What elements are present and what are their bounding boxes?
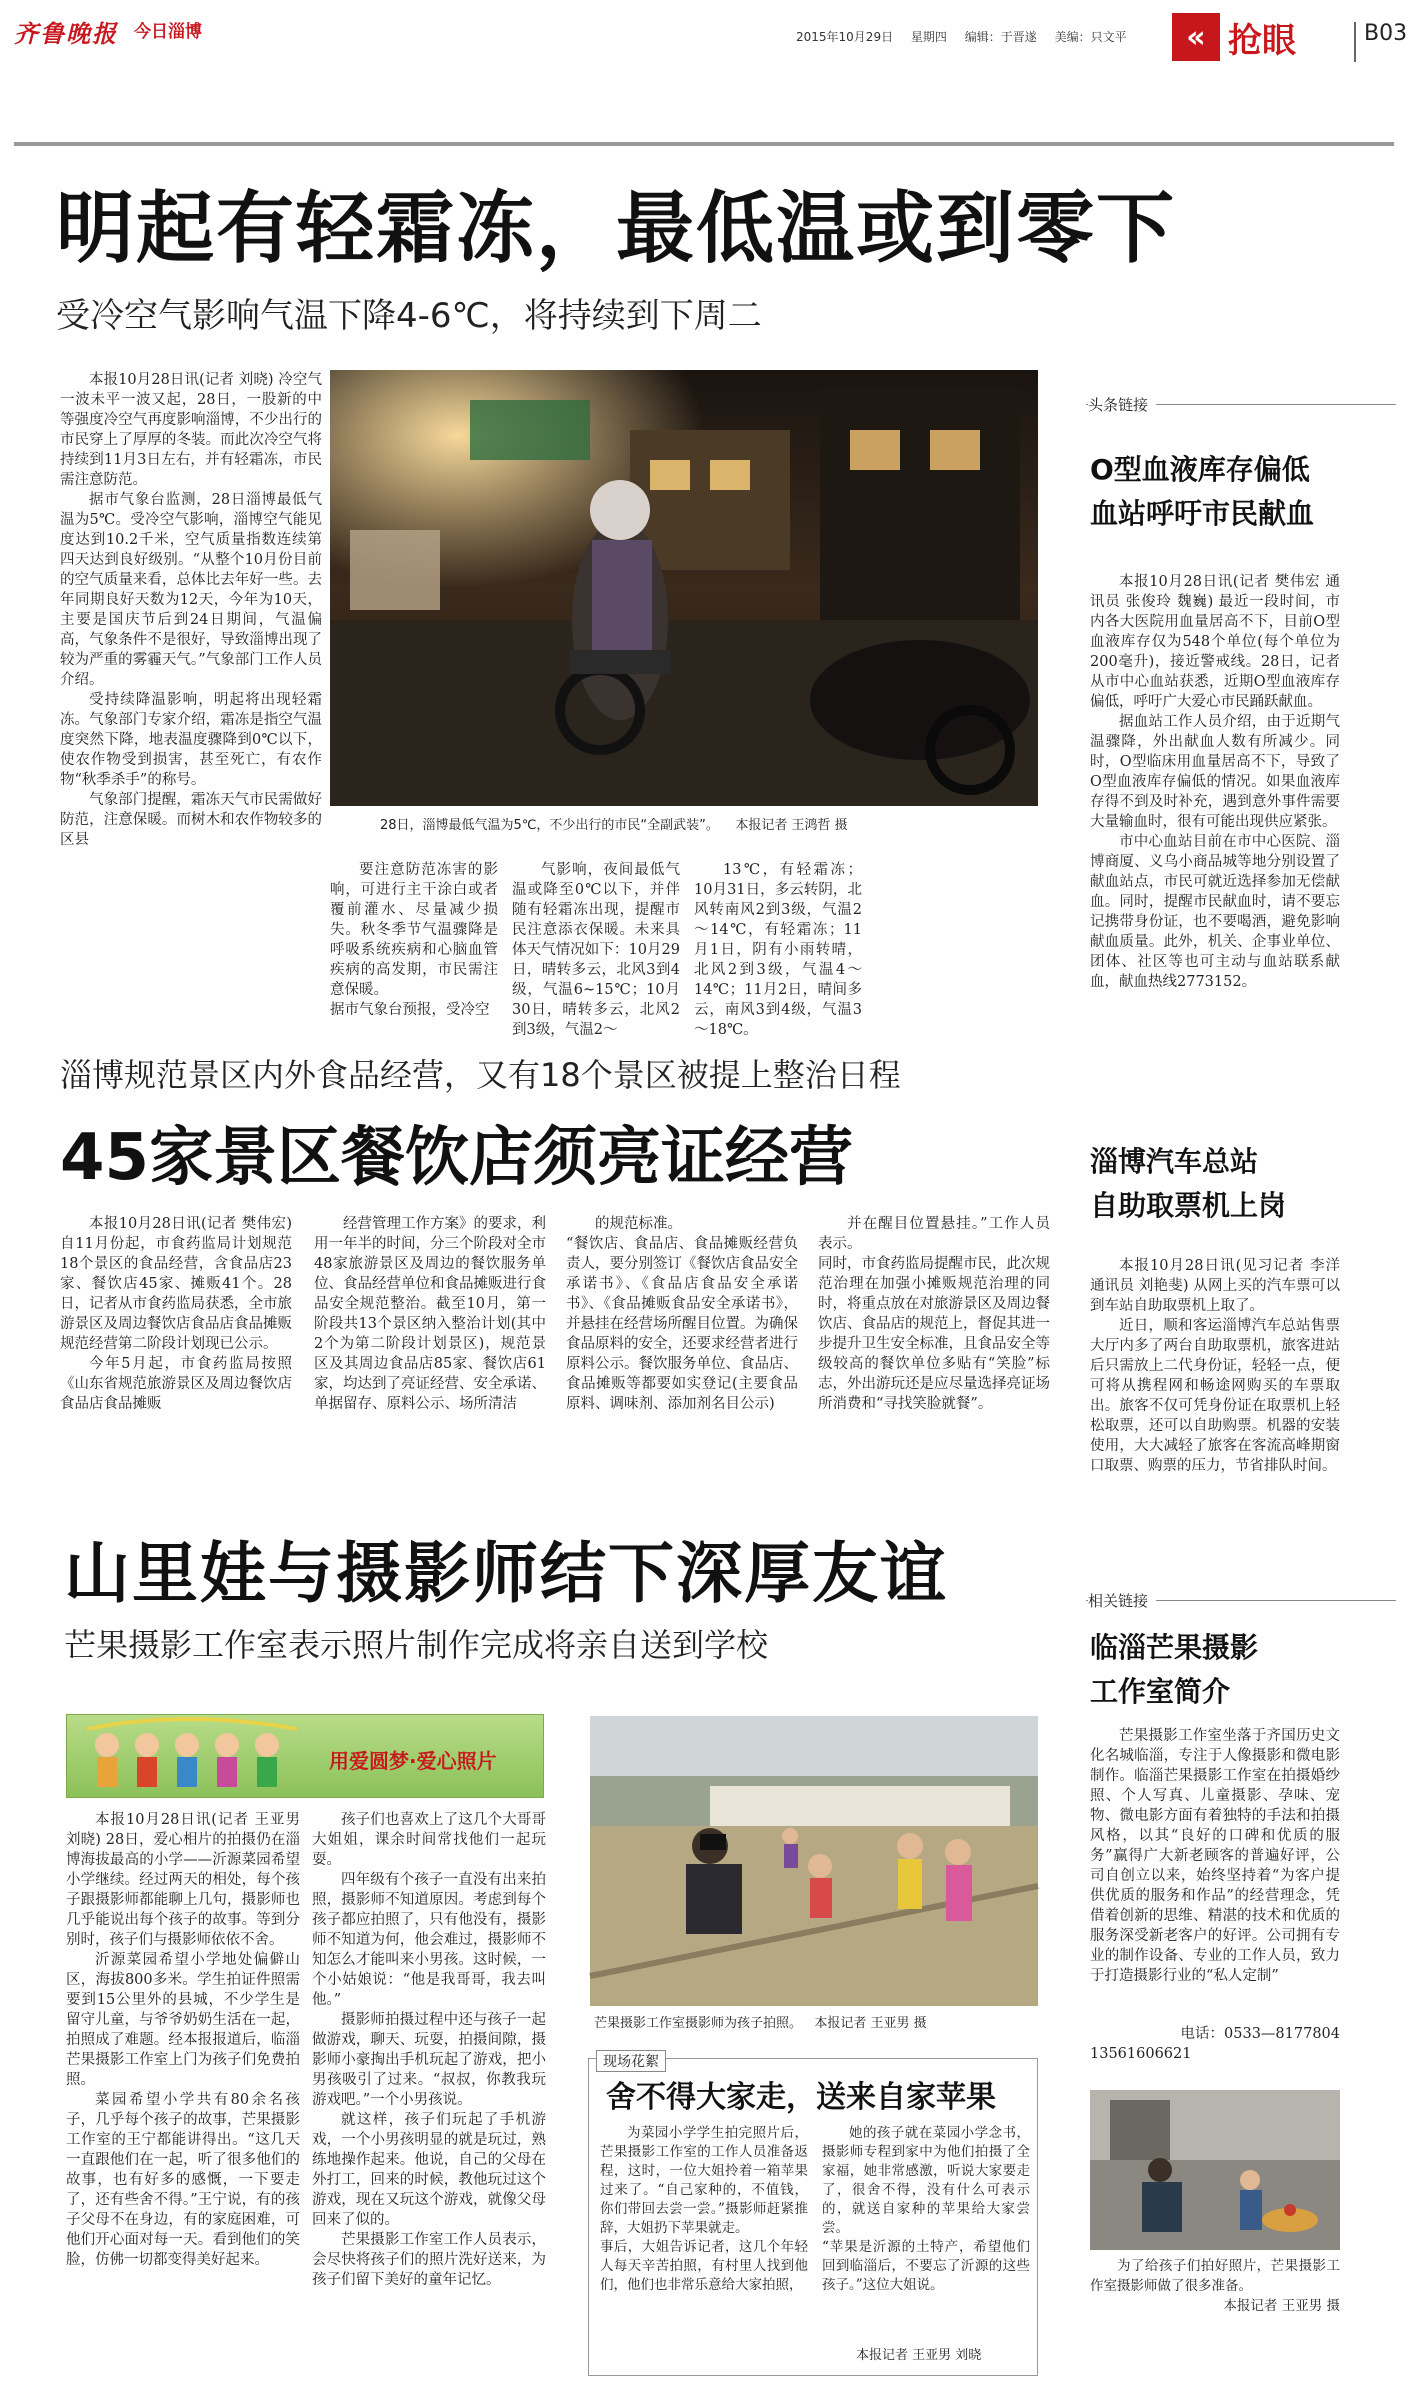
feature-box-title: 舍不得大家走，送来自家苹果: [606, 2080, 996, 2115]
paragraph: 菜园希望小学共有80余名孩子，几乎每个孩子的故事，芒果摄影工作室的王宁都能讲得出。“这几天一直跟他们在一起，听了很多他们的故事，也有好多的感慨，一下要走了，还有些舍不得。”王宁说，有的孩子父母不在身边，有的家庭困难，可他们开心面对每一天。看到他们的笑脸，仿佛一切都变得美好起来。: [66, 2092, 300, 2268]
story1-column-4: [694, 860, 862, 1038]
night-street-scooter-photo: [330, 370, 1038, 806]
header-divider: [14, 142, 1394, 146]
paragraph: 摄影师拍摄过程中还与孩子一起做游戏，聊天、玩耍，拍摄间隙，摄影师小豪掏出手机玩起了游戏，把小男孩吸引了过来。“叔叔，你教我玩游戏吧。”一个小男孩说。: [312, 2012, 546, 2108]
sidebar3-title: [1090, 1626, 1258, 1714]
paragraph: 四年级有个孩子一直没有出来拍照，摄影师不知道原因。考虑到每个孩子都应拍照了，只有他没有，摄影师不知道为何，他会难过，摄影师不知怎么才能叫来小男孩。这时候，一个小姑娘说：“他是我哥哥，我去叫他。”: [312, 1872, 546, 2008]
feature-box-column-1: [600, 2124, 808, 2356]
edition-name: 今日淄博: [134, 22, 202, 42]
newspaper-logo: 齐鲁晚报: [14, 19, 118, 48]
story2-column-3: [566, 1214, 798, 1474]
photo-credit: 本报记者 王亚男 摄: [814, 2016, 927, 2031]
courtyard-photographer-photo: [1090, 2090, 1340, 2250]
designer-credit: 美编：只文平: [1054, 30, 1127, 44]
paragraph: 据市气象台监测，28日淄博最低气温为5℃。受冷空气影响，淄博空气能见度达到10.2千米，空气质量指数连续第四天达到良好级别。“从整个10月份目前的空气质量来看，总体比去年好一些。去年同期良好天数为12天，今年为10天，主要是国庆节后到24日期间，气温偏高，气象条件不是很好，导致淄博出现了较为严重的雾霾天气。”气象部门工作人员介绍。: [60, 492, 322, 688]
story1-column-1: [60, 370, 322, 1002]
story3-photo-caption: [594, 2012, 927, 2031]
paragraph: 本报10月28日讯(记者 樊伟宏) 自11月份起，市食药监局计划规范18个景区的食品经营，含食品店23家、餐饮店45家、摊贩41个。28日，记者从市食药监局获悉，全市旅游景区及周边餐饮店食品店食品摊贩规范经营第二阶段计划现已公示。: [60, 1216, 292, 1352]
paragraph: 本报10月28日讯(记者 刘晓) 冷空气一波未平一波又起，28日，一股新的中等强度冷空气再度影响淄博，不少出行的市民穿上了厚厚的冬装。而此次冷空气将持续到11月3日左右，并有轻霜冻，市民需注意防范。: [60, 372, 322, 488]
title-line: 临淄芒果摄影: [1090, 1631, 1259, 1664]
banner-title: 用爱圆梦·爱心照片: [329, 1749, 497, 1773]
sidebar1-body: [1090, 572, 1340, 1092]
story3-subhead: 芒果摄影工作室表示照片制作完成将亲自送到学校: [64, 1626, 769, 1664]
sidebar2-title: [1090, 1140, 1286, 1228]
title-line: O型血液库存偏低: [1090, 453, 1310, 486]
caption-text: 为了给孩子们拍好照片，芒果摄影工作室摄影师做了很多准备。: [1090, 2258, 1340, 2294]
paragraph: 芒果摄影工作室坐落于齐国历史文化名城临淄，专注于人像摄影和微电影制作。临淄芒果摄影工作室在拍摄婚纱照、个人写真、儿童摄影、孕味、宠物、微电影方面有着独特的手法和拍摄风格，以其“良好的口碑和优质的服务”赢得广大新老顾客的普遍好评，公司自创立以来，始终坚持着“为客户提供优质的服务和作品”的经营理念，凭借着创新的思维、精湛的技术和优质的服务深受新老客户的好评。公司拥有专业的制作设备、专业的工作人员，致力于打造摄影行业的“私人定制”: [1090, 1728, 1340, 1984]
story2-headline: 45家景区餐饮店须亮证经营: [60, 1121, 854, 1195]
story2-column-2: [314, 1214, 546, 1474]
paragraph: 气象部门提醒，霜冻天气市民需做好防范，注意保暖。而树木和农作物较多的区县: [60, 792, 322, 848]
paragraph: 孩子们也喜欢上了这几个大哥哥大姐姐，课余时间常找他们一起玩耍。: [312, 1812, 546, 1868]
paragraph: 的规范标准。 “餐饮店、食品店、食品摊贩经营负责人，要分别签订《餐饮店食品安全承诺书》、《食品店食品安全承诺书》、《食品摊贩食品安全承诺书》，并悬挂在经营场所醒目位置。为确保食品原料的安全，还要求经营者进行原料公示。餐饮服务单位、食品店、食品摊贩等都要如实登记(主要食品原料、调味剂、添加剂名目公示): [566, 1216, 798, 1412]
story3-photo: [590, 1716, 1038, 2006]
sidebar3-body: [1090, 1726, 1340, 2022]
title-line: 血站呼吁市民献血: [1090, 497, 1315, 530]
story2-subhead: 淄博规范景区内外食品经营，又有18个景区被提上整治日程: [60, 1056, 901, 1094]
caption-text: 28日，淄博最低气温为5℃，不少出行的市民“全副武装”。: [380, 818, 719, 833]
paragraph: 本报10月28日讯(见习记者 李洋 通讯员 刘艳斐) 从网上买的汽车票可以到车站自助取票机上取了。: [1090, 1258, 1340, 1314]
story1-headline: 明起有轻霜冻，最低温或到零下: [56, 184, 1177, 274]
paragraph: 芒果摄影工作室工作人员表示，会尽快将孩子们的照片洗好送来，为孩子们留下美好的童年记忆。: [312, 2232, 546, 2288]
section-name: 抢眼: [1228, 20, 1296, 61]
story3-column-2: [312, 1810, 546, 2378]
editor-credit: 编辑：于晋遂: [964, 30, 1037, 44]
title-line: 淄博汽车总站: [1090, 1145, 1259, 1178]
sidebar3-photo: [1090, 2090, 1340, 2250]
feature-box-credit: 本报记者 王亚男 刘晓: [856, 2348, 982, 2363]
mobile-number: 13561606621: [1090, 2046, 1192, 2062]
paragraph: 本报10月28日讯(记者 樊伟宏 通讯员 张俊玲 魏巍) 最近一段时间，市内各大医院用血量居高不下，目前O型血液库存仅为548个单位(每个单位为200毫升)，接近警戒线。28日，记者从市中心血站获悉，近期O型血液库存偏低，呼吁广大爱心市民踊跃献血。: [1090, 574, 1340, 710]
paragraph: 要注意防范冻害的影响，可进行主干涂白或者覆前灌水、尽量减少损失。秋冬季节气温骤降是呼吸系统疾病和心脑血管疾病的高发期，市民需注意保暖。 据市气象台预报，受冷空: [330, 862, 498, 1018]
paragraph: 13℃，有轻霜冻；10月31日，多云转阴，北风转南风2到3级，气温2～14℃，有轻霜冻；11月1日，阴有小雨转晴，北风2到3级，气温4～14℃；11月2日，晴间多云，南风3到4级，气温3～18℃。: [694, 862, 862, 1038]
story1-column-2: [330, 860, 498, 1018]
story2-column-4: [818, 1214, 1050, 1474]
story1-photo-caption: [380, 814, 848, 833]
sidebar1-title: [1090, 448, 1314, 536]
paragraph: 她的孩子就在菜园小学念书，摄影师专程到家中为他们拍摄了全家福，她非常感激，听说大家要走了，很舍不得，没有什么可表示的，就送自家种的苹果给大家尝尝。 “苹果是沂源的土特产，希望他们回到临淄后，不要忘了沂源的这些孩子。”这位大姐说。: [822, 2125, 1030, 2293]
story3-headline: 山里娃与摄影师结下深厚友谊: [64, 1535, 948, 1612]
title-line: 自助取票机上岗: [1090, 1189, 1287, 1222]
story3-column-1: [66, 1810, 300, 2378]
sidebar2-body: [1090, 1256, 1340, 1572]
story2-column-1: [60, 1214, 292, 1474]
paragraph: 气影响，夜间最低气温或降至0℃以下，并伴随有轻霜冻出现，提醒市民注意添衣保暖。未来具体天气情况如下：10月29日，晴转多云，北风3到4级，气温6~15℃；10月30日，晴转多云，北风2到3级，气温2～: [512, 862, 680, 1038]
photo-credit: 本报记者 王鸿哲 摄: [735, 818, 848, 833]
photo-credit: 本报记者 王亚男 摄: [1223, 2298, 1340, 2314]
issue-weekday: 星期四: [910, 30, 947, 44]
masthead: [14, 8, 1408, 68]
paragraph: 经营管理工作方案》的要求，利用一年半的时间，分三个阶段对全市48家旅游景区及周边的餐饮服务单位、食品经营单位和食品摊贩进行食品安全规范整治。截至10月，第一阶段共13个景区纳入整治计划(其中2个为第二阶段计划景区)，规范景区及其周边食品店85家、餐饮店61家，均达到了亮证经营、安全承诺、单据留存、原料公示、场所清洁: [314, 1216, 546, 1412]
story3-banner: [66, 1714, 544, 1798]
paragraph: 今年5月起，市食药监局按照《山东省规范旅游景区及周边餐饮店食品店食品摊贩: [60, 1356, 292, 1412]
paragraph: 受持续降温影响，明起将出现轻霜冻。气象部门专家介绍，霜冻是指空气温度突然下降，地表温度骤降到0℃以下，使农作物受到损害，甚至死亡，有农作物“秋季杀手”的称号。: [60, 692, 322, 788]
sidebar1-label: 头条链接: [1088, 394, 1156, 415]
page-number: B03: [1354, 22, 1407, 62]
story1-photo: [330, 370, 1038, 806]
paragraph: 就这样，孩子们玩起了手机游戏，一个小男孩明显的就是玩过，熟练地操作起来。他说，自己的父母在外打工，回来的时候，教他玩过这个游戏，现在又玩这个游戏，就像父母回来了似的。: [312, 2112, 546, 2228]
double-chevron-left-icon: «: [1172, 13, 1220, 61]
paragraph: 近日，顺和客运淄博汽车总站售票大厅内多了两台自助取票机，旅客进站后只需放上二代身份证，轻轻一点，便可将从携程网和畅途网购买的车票取出。旅客不仅可凭身份证在取票机上轻松取票，还可以自助购票。机器的安装使用，大大减轻了旅客在客流高峰期窗口取票、购票的压力，节省排队时间。: [1090, 1318, 1340, 1474]
sidebar3-photo-caption: [1090, 2256, 1340, 2356]
issue-meta: [796, 28, 1141, 45]
story1-column-3: [512, 860, 680, 1038]
title-line: 工作室简介: [1090, 1675, 1231, 1708]
story1-subhead: 受冷空气影响气温下降4-6℃，将持续到下周二: [56, 296, 762, 336]
paragraph: 市中心血站目前在市中心医院、淄博商厦、义乌小商品城等地分别设置了献血站点，市民可就近选择参加无偿献血。同时，提醒市民献血时，请不要忘记携带身份证，也不要喝酒，避免影响献血质量。此外，机关、企事业单位、团体、社区等也可主动与血站联系献血，献血热线2773152。: [1090, 834, 1340, 990]
paragraph: 为菜园小学学生拍完照片后，芒果摄影工作室的工作人员准备返程，这时，一位大姐拎着一箱苹果过来了。“自己家种的，不值钱，你们带回去尝一尝。”摄影师赶紧推辞，大姐扔下苹果就走。 事后，大姐告诉记者，这几个年轻人每天辛苦拍照，有村里人找到他们，他们也非常乐意给大家拍照，: [600, 2125, 808, 2293]
issue-date: 2015年10月29日: [796, 30, 894, 44]
section-tag: [1172, 10, 1350, 64]
feature-box-column-2: [822, 2124, 1030, 2336]
phone-number: 电话：0533—8177804: [1180, 2026, 1340, 2042]
sidebar3-contact: [1090, 2024, 1340, 2068]
caption-text: 芒果摄影工作室摄影师为孩子拍照。: [594, 2016, 803, 2031]
paragraph: 据血站工作人员介绍，由于近期气温骤降，外出献血人数有所减少。同时，O型临床用血量居高不下，导致了O型血液库存偏低的情况。如果血液库存得不到及时补充，遇到意外事件需要大量输血时，很有可能出现供应紧张。: [1090, 714, 1340, 830]
sidebar3-label: 相关链接: [1088, 1590, 1156, 1611]
paragraph: 沂源菜园希望小学地处偏僻山区，海拔800多米。学生拍证件照需要到15公里外的县城，不少学生是留守儿童，与爷爷奶奶生活在一起，拍照成了难题。经本报报道后，临淄芒果摄影工作室上门为孩子们免费拍照。: [66, 1952, 300, 2088]
feature-box-tag: 现场花絮: [596, 2050, 666, 2072]
photographer-children-photo: [590, 1716, 1038, 2006]
paragraph: 本报10月28日讯(记者 王亚男 刘晓) 28日，爱心相片的拍摄仍在淄博海拔最高的小学——沂源菜园希望小学继续。经过两天的相处，每个孩子跟摄影师都能聊上几句，摄影师也几乎能说出每个孩子的故事。等到分别时，孩子们与摄影师依依不舍。: [66, 1812, 300, 1948]
paragraph: 并在醒目位置悬挂。”工作人员表示。 同时，市食药监局提醒市民，此次规范治理在加强小摊贩规范治理的同时，将重点放在对旅游景区及周边餐饮店、食品店的规范上，督促其进一步提升卫生安全标准，且食品安全等级较高的餐饮单位多贴有“笑脸”标志，外出游玩还是应尽量选择亮证场所消费和“寻找笑脸就餐”。: [818, 1216, 1050, 1412]
